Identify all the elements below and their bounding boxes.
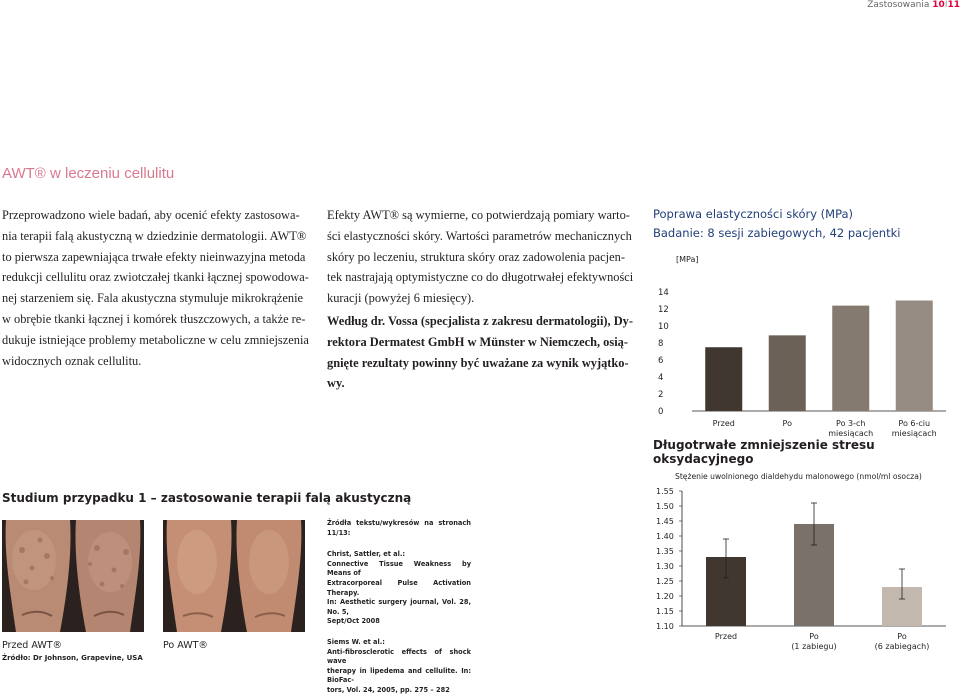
header-section: Zastosowania	[867, 0, 930, 10]
intro-line: Przeprowadzono wiele badań, aby ocenić efekty zastosowa-	[2, 208, 300, 222]
quote-line: gnięte rezultaty powinny być uważane za wynik wyjątko-	[327, 355, 629, 370]
effects-line: ści elastyczności skóry. Wartości parametrów mechanicznych	[327, 228, 632, 243]
intro-line: nej starzeniem się. Fala akustyczna stymuluje mikrokrążenie	[2, 291, 304, 306]
intro-line: dukuje istniejące problemy metaboliczne w celu zmniejszenia	[2, 332, 309, 347]
intro-line: w obrębie tkanki łącznej i komórek tłuszczowych, a także re-	[2, 311, 306, 326]
sources-heading: Źródła tekstu/wykresów na stronach 11/13:	[327, 519, 471, 537]
after-label: Po AWT®	[163, 640, 208, 651]
photo-source: Źródło: Dr Johnson, Grapevine, USA	[2, 654, 143, 662]
chart1-bar	[705, 347, 742, 411]
intro-paragraph	[2, 205, 309, 371]
effects-line: Efekty AWT® są wymierne, co potwierdzają pomiary warto-	[327, 208, 630, 222]
sources-block	[327, 519, 471, 696]
source-line: In: Aesthetic surgery journal, Vol. 28, No. 5,	[327, 598, 471, 616]
section-title: AWT® w leczeniu cellulitu	[2, 165, 175, 182]
intro-line: to pierwsza zapewniająca trwałe efekty nieinwazyjna metoda	[2, 249, 306, 264]
chart1-bar	[769, 335, 806, 411]
source-line: tors, Vol. 24, 2005, pp. 275 – 282	[327, 685, 450, 694]
chart2-xtick: Po	[897, 632, 907, 641]
chart1-ytick: 12	[658, 305, 669, 315]
after-photo	[163, 520, 305, 632]
chart2-ytick: 1.50	[656, 502, 674, 511]
source-line: therapy in lipedema and cellulite. In: BioFac-	[327, 666, 471, 685]
chart2-xtick: (6 zabiegach)	[874, 642, 930, 651]
chart1-ytick: 0	[658, 407, 664, 417]
chart2-xtick: (1 zabiegu)	[791, 642, 837, 651]
quote-line: wy.	[327, 376, 345, 391]
chart1-ylabel: [MPa]	[676, 255, 699, 264]
expert-quote	[327, 311, 637, 394]
quote-line: Według dr. Vossa (specjalista z zakresu dermatologii), Dy-	[327, 314, 633, 328]
chart2-ytick: 1.15	[656, 607, 674, 616]
page-header	[867, 0, 960, 10]
chart2-ytick: 1.55	[656, 487, 674, 496]
chart1-heading	[653, 205, 900, 243]
chart2-xtick: Przed	[714, 632, 738, 641]
page-number-2: 11	[947, 0, 960, 10]
effects-line: tek nastrajają optymistyczne co do długotrwałej efektywności	[327, 270, 634, 285]
effects-line: kuracji (powyżej 6 miesięcy).	[327, 291, 475, 306]
source-line: Sept/Oct 2008	[327, 617, 380, 626]
page-number: 10	[932, 0, 945, 10]
elasticity-chart	[650, 245, 950, 440]
effects-line: skóry po leczeniu, struktura skóry oraz zadowolenia pacjen-	[327, 249, 625, 264]
chart1-ytick: 8	[658, 339, 664, 349]
chart1-ytick: 6	[658, 356, 664, 366]
page-separator: I	[944, 0, 948, 10]
before-photo	[2, 520, 144, 632]
source-line: Connective Tissue Weakness by Means of	[327, 559, 471, 578]
intro-line: widocznych oznak cellulitu.	[2, 353, 142, 368]
effects-paragraph	[327, 205, 637, 309]
chart2-ytick: 1.35	[656, 547, 674, 556]
chart1-bar	[896, 301, 933, 412]
quote-line: rektora Dermatest GmbH w Münster w Niemczech, osią-	[327, 334, 628, 349]
source-line: Siems W. et al.:	[327, 637, 385, 646]
chart2-ytick: 1.30	[656, 562, 674, 571]
chart2-ylabel: Stężenie uwolnionego dialdehydu malonowego (nmol/ml osocza)	[675, 472, 922, 481]
chart1-xtick: Przed	[712, 419, 735, 428]
chart1-title: Poprawa elastyczności skóry (MPa)	[653, 207, 854, 221]
chart1-ytick: 4	[658, 373, 664, 383]
chart2-title: Długotrwałe zmniejszenie stresu oksydacyjnego	[653, 438, 875, 466]
sources-list	[327, 550, 471, 695]
chart1-ytick: 10	[658, 322, 669, 332]
oxidative-stress-chart	[650, 468, 950, 658]
chart2-ytick: 1.20	[656, 592, 674, 601]
intro-line: redukcji cellulitu oraz zwiotczałej tkanki łącznej spowodowa-	[2, 270, 309, 285]
chart1-xtick: Po 6-ciu	[898, 419, 931, 428]
chart1-bar	[832, 306, 869, 411]
chart1-xtick: miesiącach	[828, 429, 874, 438]
chart2-ytick: 1.45	[656, 517, 674, 526]
source-line: Extracorporeal Pulse Activation Therapy.	[327, 578, 471, 597]
before-caption	[2, 640, 143, 662]
before-label: Przed AWT®	[2, 640, 63, 651]
chart1-xtick: Po 3-ch	[836, 419, 866, 428]
chart2-ytick: 1.40	[656, 532, 674, 541]
source-line: Anti-fibrosclerotic effects of shock wave	[327, 647, 471, 666]
chart2-xtick: Po	[809, 632, 819, 641]
chart1-xtick: Po	[782, 419, 792, 428]
chart1-ytick: 2	[658, 390, 664, 400]
chart1-ytick: 14	[658, 288, 669, 298]
intro-line: nia terapii falą akustyczną w dziedzinie dermatologii. AWT®	[2, 228, 307, 243]
chart1-xtick: miesiącach	[891, 429, 937, 438]
chart2-ytick: 1.10	[656, 622, 674, 631]
chart1-subtitle: Badanie: 8 sesji zabiegowych, 42 pacjentki	[653, 226, 901, 240]
chart2-ytick: 1.25	[656, 577, 674, 586]
source-line: Christ, Sattler, et al.:	[327, 550, 406, 559]
case-study-title: Studium przypadku 1 – zastosowanie terapii falą akustyczną	[2, 491, 412, 505]
